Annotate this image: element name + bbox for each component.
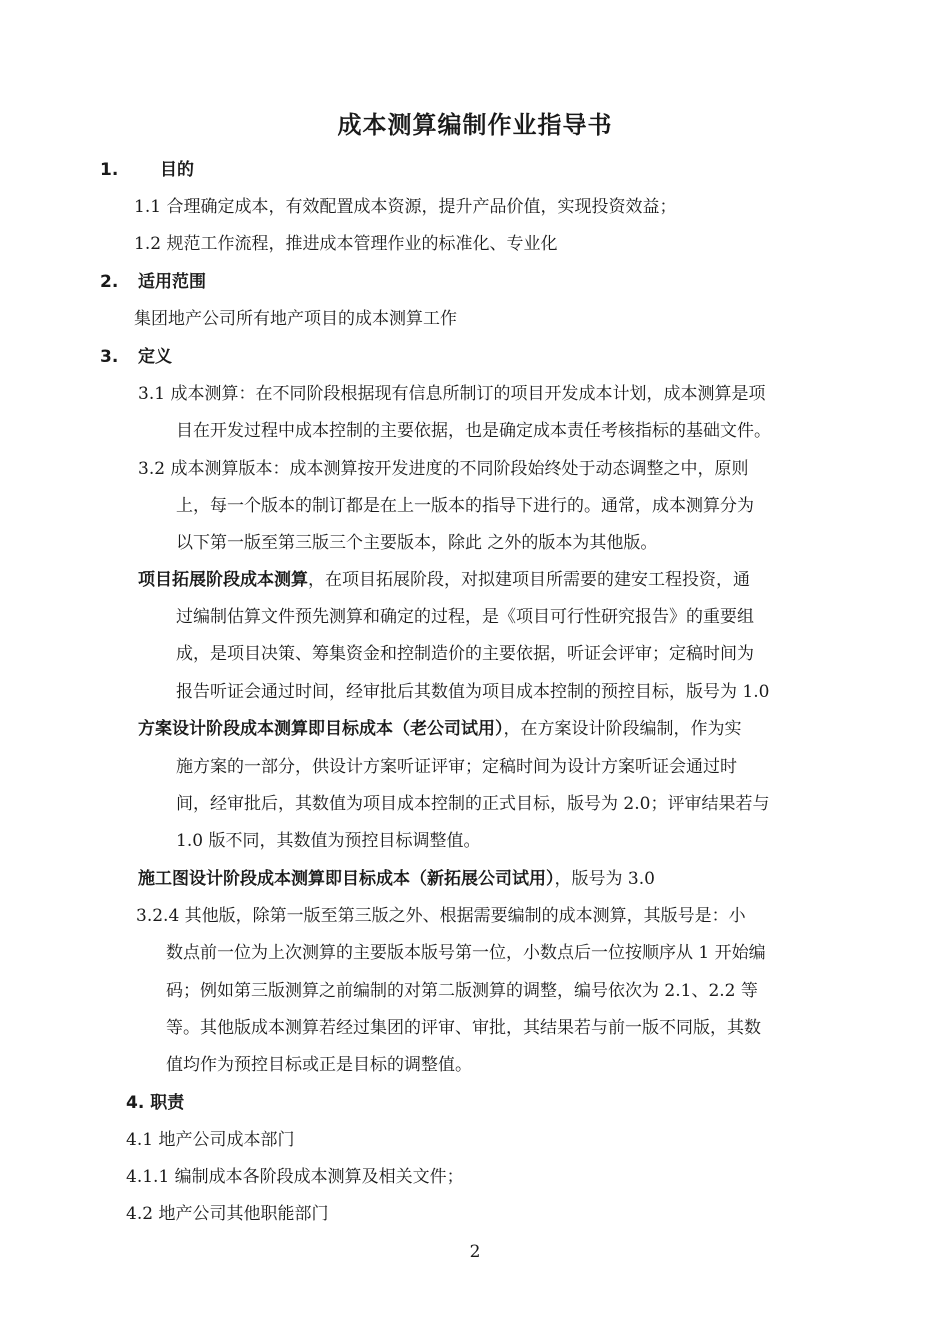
version-1-line: 过编制估算文件预先测算和确定的过程，是《项目可行性研究报告》的重要组 bbox=[176, 607, 754, 627]
version-1-line: 报告听证会通过时间，经审批后其数值为项目成本控制的预控目标，版号为 1.0 bbox=[176, 682, 770, 702]
version-2-line: 1.0 版不同，其数值为预控目标调整值。 bbox=[176, 831, 481, 851]
version-1-line: 成，是项目决策、筹集资金和控制造价的主要依据，听证会评审；定稿时间为 bbox=[176, 644, 754, 664]
section-4-item: 4.2 地产公司其他职能部门 bbox=[126, 1204, 329, 1224]
section-1-number: 1. bbox=[100, 160, 119, 180]
definition-3-1-line: 3.1 成本测算：在不同阶段根据现有信息所制订的项目开发成本计划，成本测算是项 bbox=[138, 384, 766, 404]
version-2-title: 方案设计阶段成本测算即目标成本（老公司试用） bbox=[138, 719, 504, 739]
section-4-item: 4.1 地产公司成本部门 bbox=[126, 1130, 295, 1150]
section-2-heading: 适用范围 bbox=[138, 272, 206, 292]
section-4-item: 4.1.1 编制成本各阶段成本测算及相关文件； bbox=[126, 1167, 464, 1187]
version-1-first-line bbox=[138, 568, 750, 592]
document-title: 成本测算编制作业指导书 bbox=[337, 111, 613, 139]
version-2-first-line bbox=[138, 717, 742, 741]
version-1-text: ，在项目拓展阶段，对拟建项目所需要的建安工程投资，通 bbox=[308, 570, 750, 590]
section-3-heading: 定义 bbox=[138, 347, 172, 367]
definition-3-2-4-line: 数点前一位为上次测算的主要版本版号第一位，小数点后一位按顺序从 1 开始编 bbox=[166, 943, 766, 963]
definition-3-1-line: 目在开发过程中成本控制的主要依据，也是确定成本责任考核指标的基础文件。 bbox=[176, 421, 771, 441]
version-3-line bbox=[138, 867, 655, 891]
section-2-text: 集团地产公司所有地产项目的成本测算工作 bbox=[134, 309, 457, 329]
version-2-line: 间，经审批后，其数值为项目成本控制的正式目标，版号为 2.0；评审结果若与 bbox=[176, 794, 770, 814]
definition-3-2-4-line: 3.2.4 其他版，除第一版至第三版之外、根据需要编制的成本测算，其版号是：小 bbox=[136, 906, 746, 926]
section-1-item: 1.2 规范工作流程，推进成本管理作业的标准化、专业化 bbox=[134, 234, 558, 254]
section-2-number: 2. bbox=[100, 272, 119, 292]
section-1-heading: 目的 bbox=[160, 160, 194, 180]
definition-3-2-4-line: 值均作为预控目标或正是目标的调整值。 bbox=[166, 1055, 472, 1075]
version-1-title: 项目拓展阶段成本测算 bbox=[138, 570, 308, 590]
definition-3-2-line: 上，每一个版本的制订都是在上一版本的指导下进行的。通常，成本测算分为 bbox=[176, 496, 754, 516]
section-3-number: 3. bbox=[100, 347, 119, 367]
version-3-title: 施工图设计阶段成本测算即目标成本（新拓展公司试用） bbox=[138, 869, 555, 889]
definition-3-2-line: 以下第一版至第三版三个主要版本，除此 之外的版本为其他版。 bbox=[176, 533, 658, 553]
version-3-text: ，版号为 3.0 bbox=[554, 869, 655, 889]
version-2-text: ，在方案设计阶段编制，作为实 bbox=[503, 719, 742, 739]
version-2-line: 施方案的一部分，供设计方案听证评审；定稿时间为设计方案听证会通过时 bbox=[176, 757, 737, 777]
definition-3-2-4-line: 码；例如第三版测算之前编制的对第二版测算的调整，编号依次为 2.1、2.2 等 bbox=[166, 981, 758, 1001]
section-4-heading: 4. 职责 bbox=[126, 1093, 185, 1113]
section-1-item: 1.1 合理确定成本，有效配置成本资源，提升产品价值，实现投资效益； bbox=[134, 197, 677, 217]
page-number: 2 bbox=[469, 1242, 481, 1262]
definition-3-2-line: 3.2 成本测算版本：成本测算按开发进度的不同阶段始终处于动态调整之中，原则 bbox=[138, 459, 749, 479]
definition-3-2-4-line: 等。其他版成本测算若经过集团的评审、审批，其结果若与前一版不同版，其数 bbox=[166, 1018, 761, 1038]
